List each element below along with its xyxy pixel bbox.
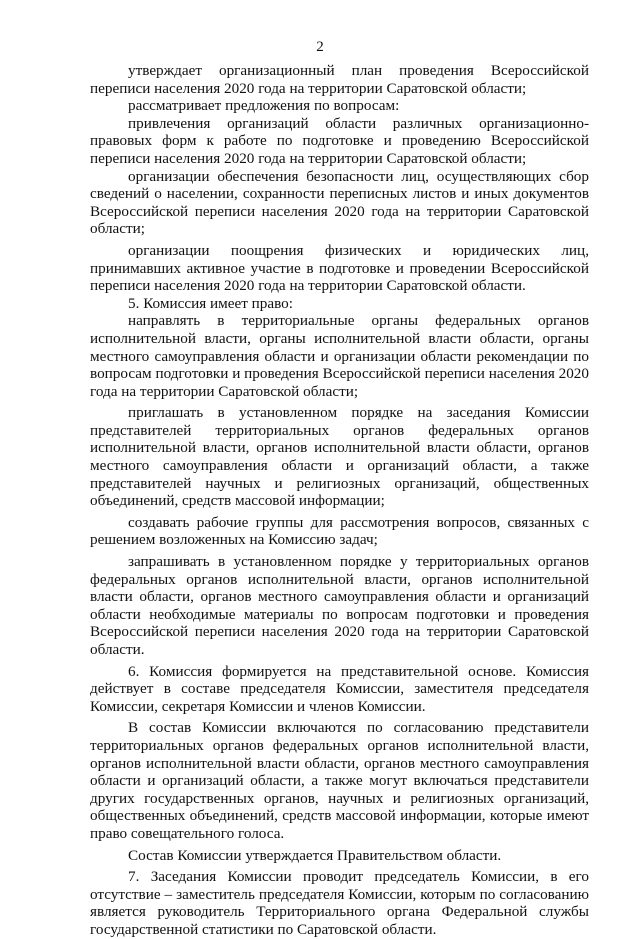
document-body bbox=[90, 62, 589, 939]
paragraph: направлять в территориальные органы федеральных органов исполнительной власти, органы исполнительной власти области, органы местного самоуправления области и организации области рекомендации по вопросам подготовки и проведения Всероссийской переписи населения 2020 года на территории Саратовской области; bbox=[90, 312, 589, 400]
section-paragraph-7: 7. Заседания Комиссии проводит председатель Комиссии, в его отсутствие – заместитель председателя Комиссии, которым по согласованию является руководитель Территориального органа Федеральной службы государственной статистики по Саратовской области. bbox=[90, 868, 589, 938]
paragraph: утверждает организационный план проведения Всероссийской переписи населения 2020 года на территории Саратовской области; bbox=[90, 62, 589, 97]
paragraph: рассматривает предложения по вопросам: bbox=[128, 97, 400, 115]
paragraph: Состав Комиссии утверждается Правительством области. bbox=[128, 846, 502, 864]
paragraph: В состав Комиссии включаются по согласованию представители территориальных органов федеральных органов исполнительной власти, органов исполнительной власти области, органов местного самоуправления области и организаций области, а также могут включаться представители других государственных органов, научных и религиозных организаций, общественных объединений, средств массовой информации, которые имеют право совещательного голоса. bbox=[90, 719, 589, 842]
page-number: 2 bbox=[316, 39, 324, 55]
paragraph: организации поощрения физических и юридических лиц, принимавших активное участие в подготовке и проведении Всероссийской переписи населения 2020 года на территории Саратовской области. bbox=[90, 241, 589, 295]
section-paragraph-6: 6. Комиссия формируется на представительной основе. Комиссия действует в составе председателя Комиссии, заместителя председателя Комиссии, секретаря Комиссии и членов Комиссии. bbox=[90, 662, 589, 715]
section-heading-5: 5. Комиссия имеет право: bbox=[128, 294, 293, 312]
paragraph: приглашать в установленном порядке на заседания Комиссии представителей территориальных органов федеральных органов исполнительной власти, органов исполнительной власти области, органов местного самоуправления области и организаций области, а также представителей научных и религиозных организаций, общественных объединений, средств массовой информации; bbox=[90, 404, 589, 510]
paragraph: запрашивать в установленном порядке у территориальных органов федеральных органов исполнительной власти, органов исполнительной власти области, органов местного самоуправления области и организаций области необходимые материалы по вопросам подготовки и проведения Всероссийской переписи населения 2020 года на территории Саратовской области. bbox=[90, 553, 589, 658]
paragraph: создавать рабочие группы для рассмотрения вопросов, связанных с решением возложенных на Комиссию задач; bbox=[90, 513, 589, 549]
paragraph: организации обеспечения безопасности лиц, осуществляющих сбор сведений о населении, сохранности переписных листов и иных документов Всероссийской переписи населения 2020 года на территории Саратовской области; bbox=[90, 167, 589, 238]
paragraph: привлечения организаций области различных организационно-правовых форм к работе по подготовке и проведению Всероссийской переписи населения 2020 года на территории Саратовской области; bbox=[90, 114, 589, 167]
